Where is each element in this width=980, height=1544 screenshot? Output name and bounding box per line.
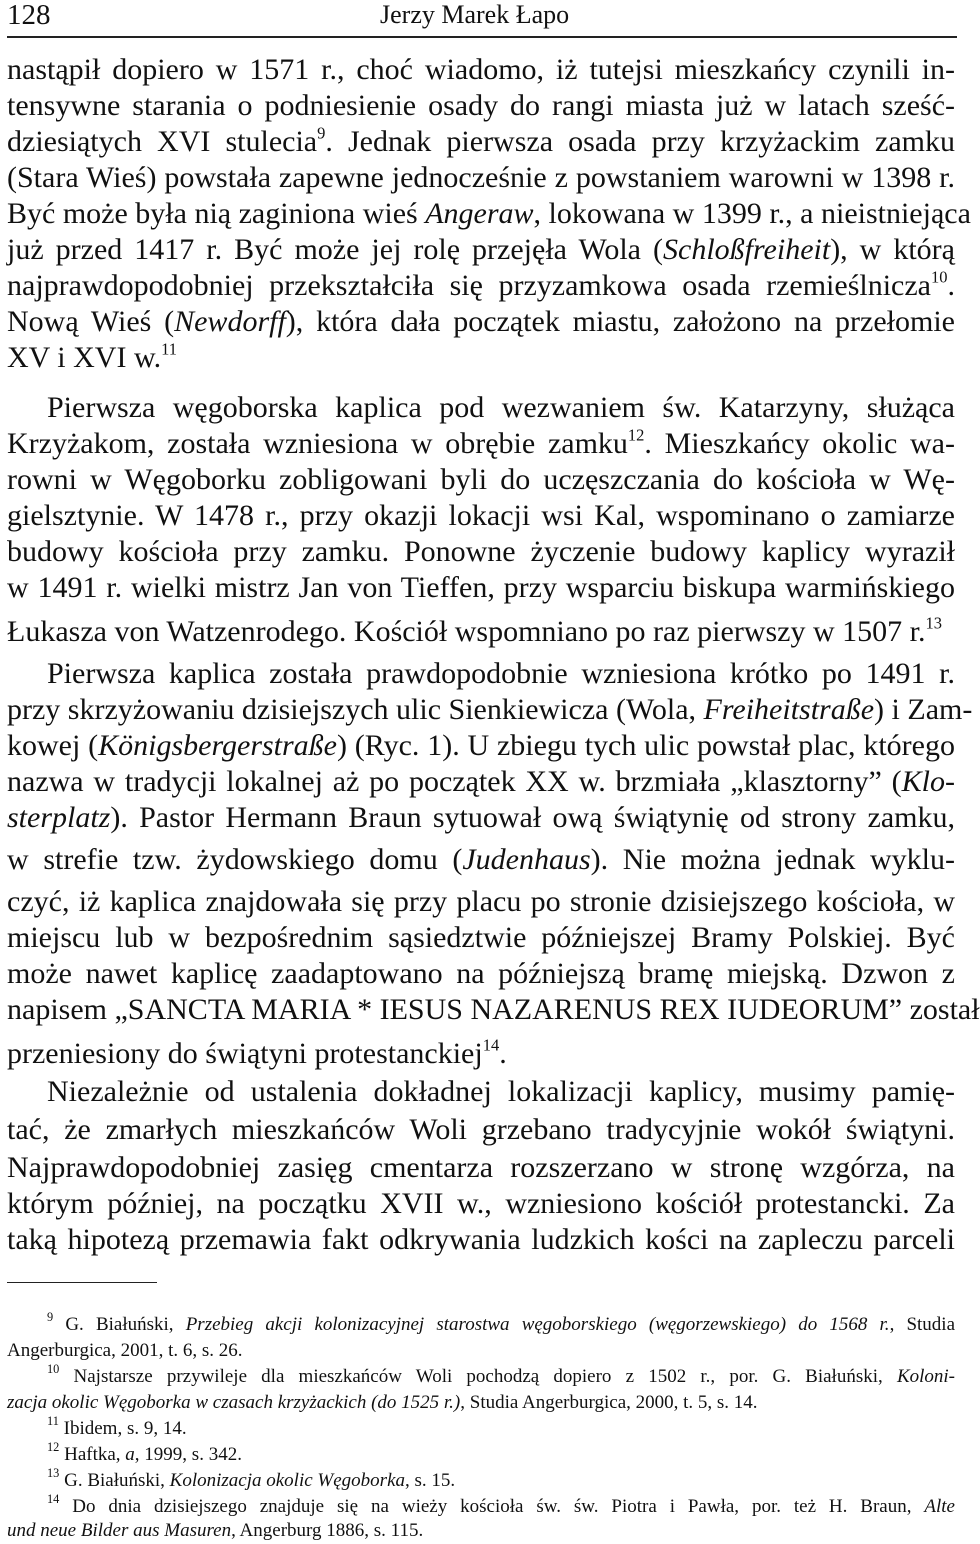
text-line: Być może była nią zaginiona wieś Angeraw, lokowana w 1399 r., a nieistniejąca [7,197,971,230]
text-line: Pierwsza kaplica została prawdopodobnie wzniesiona krótko po 1491 r. [47,657,955,690]
text-line: miejscu lub w bezpośrednim sąsiedztwie późniejszej Bramy Polskiej. Być [7,921,955,954]
running-head-author: Jerzy Marek Łapo [380,0,570,29]
text-line: rowni w Węgoborku zobligowani byli do uczęszczania do kościoła w Wę- [7,463,955,496]
footnote-10-cont: zacja okolic Węgoborka w czasach krzyżackich (do 1525 r.), Studia Angerburgica, 2000, t. 5, s. 14. [7,1392,758,1413]
text-line: (Stara Wieś) powstała zapewne jednocześnie z powstaniem warowni w 1398 r. [7,161,955,194]
text-line: budowy kościoła przy zamku. Ponowne życzenie budowy kaplicy wyraził [7,535,955,568]
footnote-9: $^9$ G. Białuński, Przebieg akcji kolonizacyjnej starostwa węgoborskiego (węgorzewskiego) do 1568 r., Studia [47,1309,956,1335]
text-line: dziesiątych XVI stulecia$^9$. Jednak pierwsza osada przy krzyżackim zamku [7,123,955,158]
footnote-ref: 10 [931,267,948,287]
text-line: napisem „SANCTA MARIA * IESUS NAZARENUS REX IUDEORUM” został [7,993,980,1026]
footnote-ref: 12 [627,425,645,445]
text-line: taką hipotezą przemawia fakt odkrywania ludzkich kości na zapleczu parceli [7,1223,955,1256]
text-line: w strefie tzw. żydowskiego domu (Judenhaus). Nie można jednak wyklu- [7,843,955,876]
footnote-ref: 13 [925,613,942,633]
text-line: sterplatz). Pastor Hermann Braun sytuował ową świątynię od strony zamku, [7,801,955,834]
text-line: przy skrzyżowaniu dzisiejszych ulic Sienkiewicza (Wola, Freiheitstraße) i Zam- [7,693,973,726]
text-line: Najprawdopodobniej zasięg cmentarza rozszerzano w stronę wzgórza, na [7,1151,955,1184]
footnote-ref: 9 [317,123,326,143]
footnote-ref: 14 [482,1035,500,1055]
running-header [7,0,957,38]
text-line: kowej (Königsbergerstraße) (Ryc. 1). U zbiegu tych ulic powstał plac, którego [7,729,955,762]
footnote-12: $^{12}$ Haftka, a, 1999, s. 342. [47,1439,242,1465]
footnote-10: $^{10}$ Najstarsze przywileje dla mieszkańców Woli pochodzą dopiero z 1502 r., por. G. Białuński, Koloni- [47,1361,955,1387]
footnote-9-cont: Angerburgica, 2001, t. 6, s. 26. [7,1340,243,1361]
text-line: najprawdopodobniej przekształciła się przyzamkowa osada rzemieślnicza$^{10}$. [7,267,955,302]
text-line: czyć, iż kaplica znajdowała się przy placu po stronie dzisiejszego kościoła, w [7,885,955,918]
text-line: tać, że zmarłych mieszkańców Woli grzebano tradycyjnie wokół świątyni. [7,1113,955,1146]
text-line: tensywne starania o podniesienie osady do rangi miasta już w latach sześć- [7,89,955,122]
text-line: w 1491 r. wielki mistrz Jan von Tieffen, przy wsparciu biskupa warmińskiego [7,571,955,604]
footnote-14: $^{14}$ Do dnia dzisiejszego znajduje się na wieży kościoła św. św. Piotra i Pawła, por. też H. Braun, Alte [47,1491,955,1517]
text-line: XV i XVI w.$^{11}$ [7,339,178,374]
footnote-11: $^{11}$ Ibidem, s. 9, 14. [47,1413,187,1439]
page-number: 128 [7,0,51,31]
text-line: przeniesiony do świątyni protestanckiej$^{14}$. [7,1035,507,1070]
footnote-ref: 11 [161,339,178,359]
text-line: Nową Wieś (Newdorff), która dała początek miastu, założono na przełomie [7,305,955,338]
text-line: Niezależnie od ustalenia dokładnej lokalizacji kaplicy, musimy pamię- [47,1075,955,1108]
text-line: nastąpił dopiero w 1571 r., choć wiadomo, iż tutejsi mieszkańcy czynili in- [7,53,955,86]
text-line: Krzyżakom, została wzniesiona w obrębie zamku$^{12}$. Mieszkańcy okolic wa- [7,425,955,460]
text-line: już przed 1417 r. Być może jej rolę przejęła Wola (Schloßfreiheit), w którą [7,233,955,266]
text-line: Pierwsza węgoborska kaplica pod wezwaniem św. Katarzyny, służąca [47,391,955,424]
text-line: nazwa w tradycji lokalnej aż po początek XX w. brzmiała „klasztorny” (Klo- [7,765,955,798]
text-line: gielsztynie. W 1478 r., przy okazji lokacji wsi Kal, wspominano o zamiarze [7,499,955,532]
footnote-14-cont: und neue Bilder aus Masuren, Angerburg 1886, s. 115. [7,1520,424,1541]
footnote-separator [7,1282,157,1283]
text-line: może nawet kaplicę zaadaptowano na późniejszą bramę miejską. Dzwon z [7,957,955,990]
text-line: Łukasza von Watzenrodego. Kościół wspomniano po raz pierwszy w 1507 r.$^{13}$ [7,613,942,648]
text-line: którym później, na początku XVII w., wzniesiono kościół protestancki. Za [7,1187,955,1220]
footnote-13: $^{13}$ G. Białuński, Kolonizacja okolic Węgoborka, s. 15. [47,1465,456,1491]
